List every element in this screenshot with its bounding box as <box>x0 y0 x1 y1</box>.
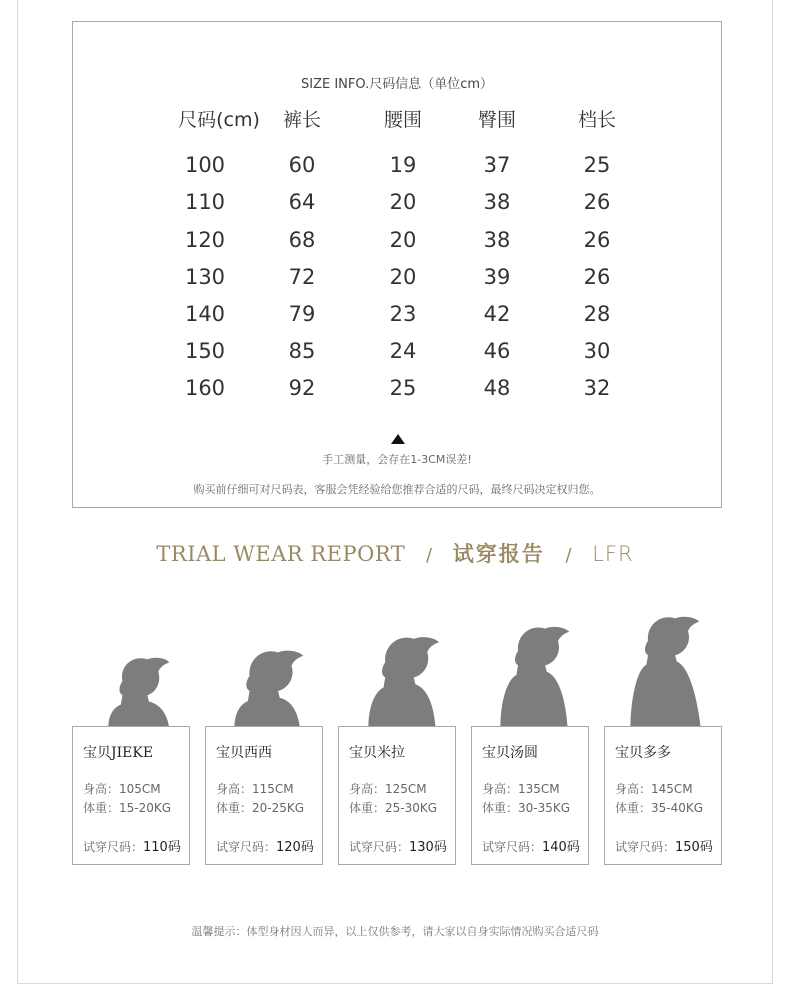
model-trial-size <box>216 836 314 855</box>
size-cell: 150 <box>184 339 226 363</box>
model-trial-size <box>615 836 713 855</box>
child-silhouette-4 <box>494 622 574 728</box>
size-cell: 46 <box>483 339 511 363</box>
model-name: 宝贝多多 <box>615 745 671 761</box>
size-cell: 38 <box>483 228 511 252</box>
size-cell: 120 <box>184 228 226 252</box>
model-trial-size <box>482 836 580 855</box>
report-title-cn: 试穿报告 <box>452 541 545 566</box>
model-name: 宝贝西西 <box>216 745 272 761</box>
trial-wear-report-heading <box>0 538 790 568</box>
model-height: 身高：105CM <box>83 782 161 796</box>
model-height: 身高：145CM <box>615 782 693 796</box>
size-advice-note: 购买前仔细可对尺码表，客服会凭经验给您推荐合适的尺码，最终尺码决定权归您。 <box>193 483 601 496</box>
size-cell: 23 <box>389 302 417 326</box>
trial-size-label: 试穿尺码： <box>83 840 144 854</box>
size-cell: 60 <box>288 153 316 177</box>
trial-size-label: 试穿尺码： <box>615 840 676 854</box>
model-height: 身高：135CM <box>482 782 560 796</box>
size-cell: 26 <box>583 265 611 289</box>
size-cell: 110 <box>184 190 226 214</box>
footer-tip: 温馨提示：体型身材因人而异，以上仅供参考，请大家以自身实际情况购买合适尺码 <box>191 925 599 938</box>
model-trial-size <box>349 836 447 855</box>
trial-size-label: 试穿尺码： <box>349 840 410 854</box>
model-card-4 <box>471 726 589 865</box>
size-cell: 42 <box>483 302 511 326</box>
size-chart-panel <box>72 21 722 508</box>
model-name: 宝贝米拉 <box>349 745 405 761</box>
model-height: 身高：125CM <box>349 782 427 796</box>
size-cell: 160 <box>184 376 226 400</box>
trial-size-value: 110码 <box>143 840 181 855</box>
size-cell: 130 <box>184 265 226 289</box>
model-card-1 <box>72 726 190 865</box>
trial-size-value: 150码 <box>675 840 713 855</box>
trial-size-value: 120码 <box>276 840 314 855</box>
size-cell: 48 <box>483 376 511 400</box>
size-cell: 39 <box>483 265 511 289</box>
size-cell: 64 <box>288 190 316 214</box>
size-cell: 72 <box>288 265 316 289</box>
child-silhouette-3 <box>360 632 444 728</box>
child-silhouette-5 <box>624 612 704 728</box>
size-cell: 85 <box>288 339 316 363</box>
child-silhouette-2 <box>226 644 310 728</box>
size-cell: 24 <box>389 339 417 363</box>
size-cell: 32 <box>583 376 611 400</box>
size-chart-title: SIZE INFO.尺码信息（单位cm） <box>300 77 494 92</box>
size-cell: 19 <box>389 153 417 177</box>
size-cell: 37 <box>483 153 511 177</box>
model-weight: 体重：35-40KG <box>615 801 704 815</box>
model-weight: 体重：20-25KG <box>216 801 305 815</box>
brand-logo: LFR <box>592 542 634 566</box>
header-hip: 臀围 <box>477 109 516 131</box>
header-waist: 腰围 <box>383 109 422 131</box>
size-cell: 26 <box>583 228 611 252</box>
model-name: 宝贝汤圆 <box>482 745 538 761</box>
measurement-note: 手工测量，会存在1-3CM误差! <box>322 453 472 466</box>
size-cell: 38 <box>483 190 511 214</box>
model-height: 身高：115CM <box>216 782 294 796</box>
size-cell: 20 <box>389 228 417 252</box>
trial-size-value: 130码 <box>409 840 447 855</box>
header-pants-length: 裤长 <box>282 109 321 131</box>
size-cell: 25 <box>583 153 611 177</box>
size-cell: 30 <box>583 339 611 363</box>
size-cell: 26 <box>583 190 611 214</box>
size-cell: 25 <box>389 376 417 400</box>
size-cell: 92 <box>288 376 316 400</box>
size-cell: 20 <box>389 190 417 214</box>
header-rise: 档长 <box>577 109 616 131</box>
report-divider: / <box>565 545 572 566</box>
model-card-2 <box>205 726 323 865</box>
size-cell: 100 <box>184 153 226 177</box>
model-card-5 <box>604 726 722 865</box>
model-weight: 体重：30-35KG <box>482 801 571 815</box>
trial-size-label: 试穿尺码： <box>482 840 543 854</box>
model-weight: 体重：25-30KG <box>349 801 438 815</box>
report-title-en: TRIAL WEAR REPORT <box>156 542 406 566</box>
size-cell: 140 <box>184 302 226 326</box>
trial-size-value: 140码 <box>542 840 580 855</box>
model-trial-size <box>83 836 181 855</box>
report-divider: / <box>426 545 433 566</box>
size-cell: 20 <box>389 265 417 289</box>
triangle-up-icon <box>391 434 405 444</box>
model-card-3 <box>338 726 456 865</box>
header-size: 尺码(cm) <box>178 109 260 131</box>
model-weight: 体重：15-20KG <box>83 801 172 815</box>
model-name: 宝贝JIEKE <box>83 745 154 761</box>
size-cell: 28 <box>583 302 611 326</box>
size-cell: 79 <box>288 302 316 326</box>
child-silhouette-1 <box>98 650 178 728</box>
trial-size-label: 试穿尺码： <box>216 840 277 854</box>
size-cell: 68 <box>288 228 316 252</box>
